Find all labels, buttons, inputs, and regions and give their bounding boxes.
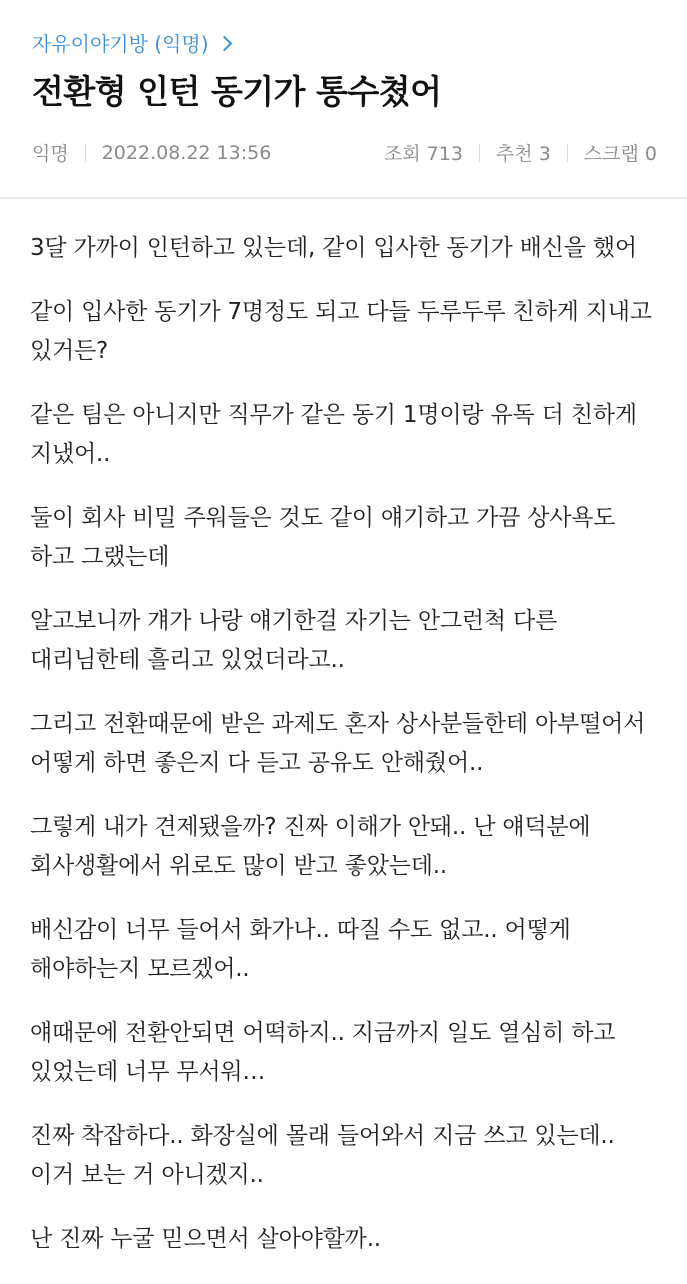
board-link[interactable]	[32, 28, 230, 57]
body-paragraph: 얘때문에 전환안되면 어떡하지.. 지금까지 일도 열심히 하고 있었는데 너무 무서워…	[30, 1020, 616, 1085]
body-paragraph: 그리고 전환때문에 받은 과제도 혼자 상사분들한테 아부떨어서 어떻게 하면 좋은지 다 듣고 공유도 안해줬어..	[30, 711, 646, 776]
post-body	[0, 229, 687, 1284]
divider	[567, 144, 568, 162]
divider	[85, 144, 86, 162]
post-meta-left	[32, 139, 271, 166]
post-meta	[32, 139, 657, 166]
body-paragraph: 진짜 착잡하다.. 화장실에 몰래 들어와서 지금 쓰고 있는데..이거 보는 거 아니겠지..	[30, 1123, 615, 1188]
divider	[479, 144, 480, 162]
body-paragraph: 둘이 회사 비밀 주워들은 것도 같이 얘기하고 가끔 상사욕도 하고 그랬는데	[30, 505, 616, 570]
author-name: 익명	[32, 143, 69, 165]
body-paragraph: 배신감이 너무 들어서 화가나.. 따질 수도 없고.. 어떻게 해야하는지 모르겠어..	[30, 917, 571, 982]
body-paragraph: 같이 입사한 동기가 7명정도 되고 다들 두루두루 친하게 지내고 있거든?	[30, 299, 652, 364]
recommend-count: 추천 3	[495, 143, 551, 165]
board-name[interactable]: 자유이야기방 (익명)	[32, 32, 209, 56]
body-paragraph: 같은 팀은 아니지만 직무가 같은 동기 1명이랑 유독 더 친하게 지냈어..	[30, 402, 637, 467]
post-stats	[384, 139, 657, 166]
post-header	[0, 0, 687, 199]
body-paragraph: 알고보니까 걔가 나랑 얘기한걸 자기는 안그런척 다른 대리님한테 흘리고 있었더라고..	[30, 608, 558, 673]
body-paragraph: 난 진짜 누굴 믿으면서 살아야할까..	[30, 1226, 381, 1252]
view-count: 조회 713	[383, 143, 463, 165]
post-title: 전환형 인턴 동기가 통수쳤어	[32, 72, 442, 111]
chevron-right-icon	[216, 35, 232, 51]
body-paragraph: 3달 가까이 인턴하고 있는데, 같이 입사한 동기가 배신을 했어	[30, 235, 637, 261]
post-datetime: 2022.08.22 13:56	[101, 141, 272, 164]
scrap-count: 스크랩 0	[583, 143, 657, 165]
body-paragraph: 그렇게 내가 견제됐을까? 진짜 이해가 안돼.. 난 얘덕분에 회사생활에서 위로도 많이 받고 좋았는데..	[30, 814, 591, 879]
